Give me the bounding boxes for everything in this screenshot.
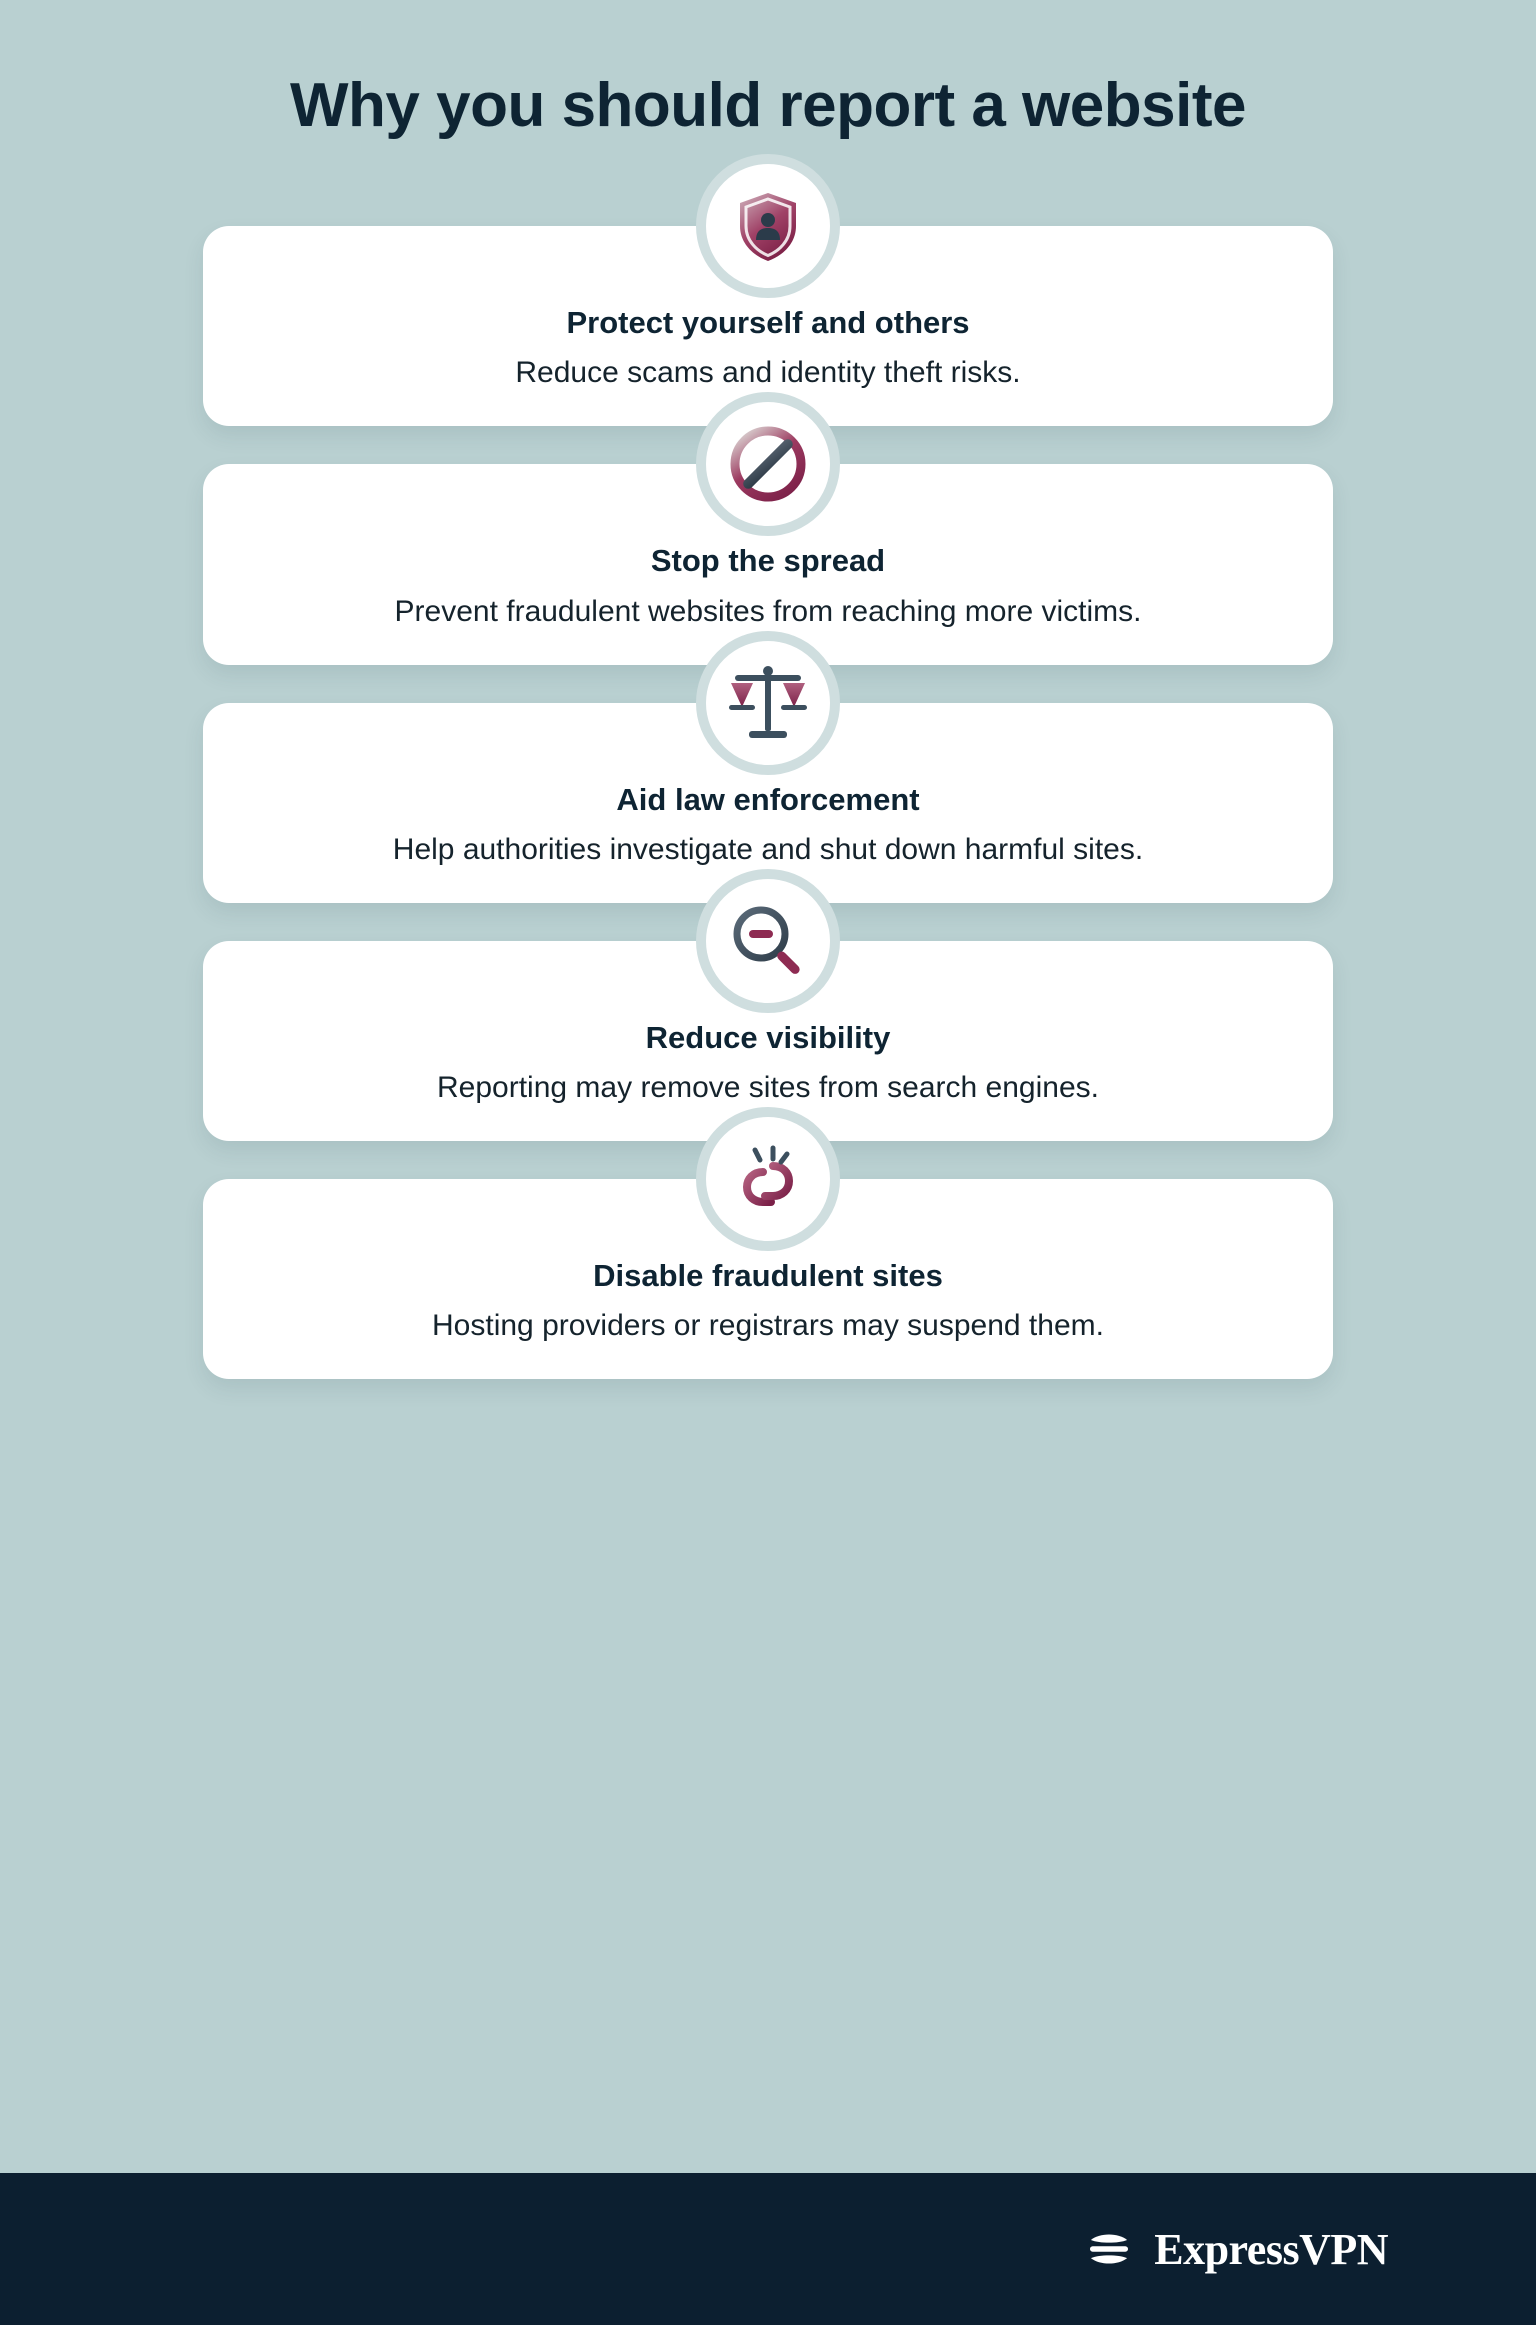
magnifier-minus-icon <box>696 869 840 1013</box>
benefits-list <box>0 226 1536 2173</box>
page-title: Why you should report a website <box>290 71 1246 140</box>
card-title: Protect yourself and others <box>566 305 970 341</box>
broken-link-icon <box>696 1107 840 1251</box>
scales-of-justice-icon <box>696 631 840 775</box>
footer-bar <box>0 2173 1536 2325</box>
card-description: Reduce scams and identity theft risks. <box>515 356 1021 390</box>
brand-lockup <box>1080 2220 1388 2278</box>
shield-person-icon <box>696 154 840 298</box>
card-title: Disable fraudulent sites <box>593 1257 943 1293</box>
card-description: Prevent fraudulent websites from reaching more victims. <box>394 594 1142 628</box>
card-description: Reporting may remove sites from search engines. <box>437 1070 1099 1104</box>
card-title: Stop the spread <box>650 543 886 579</box>
list-item <box>203 1179 1333 1379</box>
card-description: Help authorities investigate and shut down harmful sites. <box>392 832 1144 866</box>
expressvpn-logo-icon <box>1080 2220 1138 2278</box>
card-title: Reduce visibility <box>645 1019 891 1055</box>
prohibition-sign-icon <box>696 392 840 536</box>
brand-name: ExpressVPN <box>1154 2224 1388 2274</box>
card-title: Aid law enforcement <box>616 781 920 817</box>
card-description: Hosting providers or registrars may suspend them. <box>432 1309 1104 1343</box>
